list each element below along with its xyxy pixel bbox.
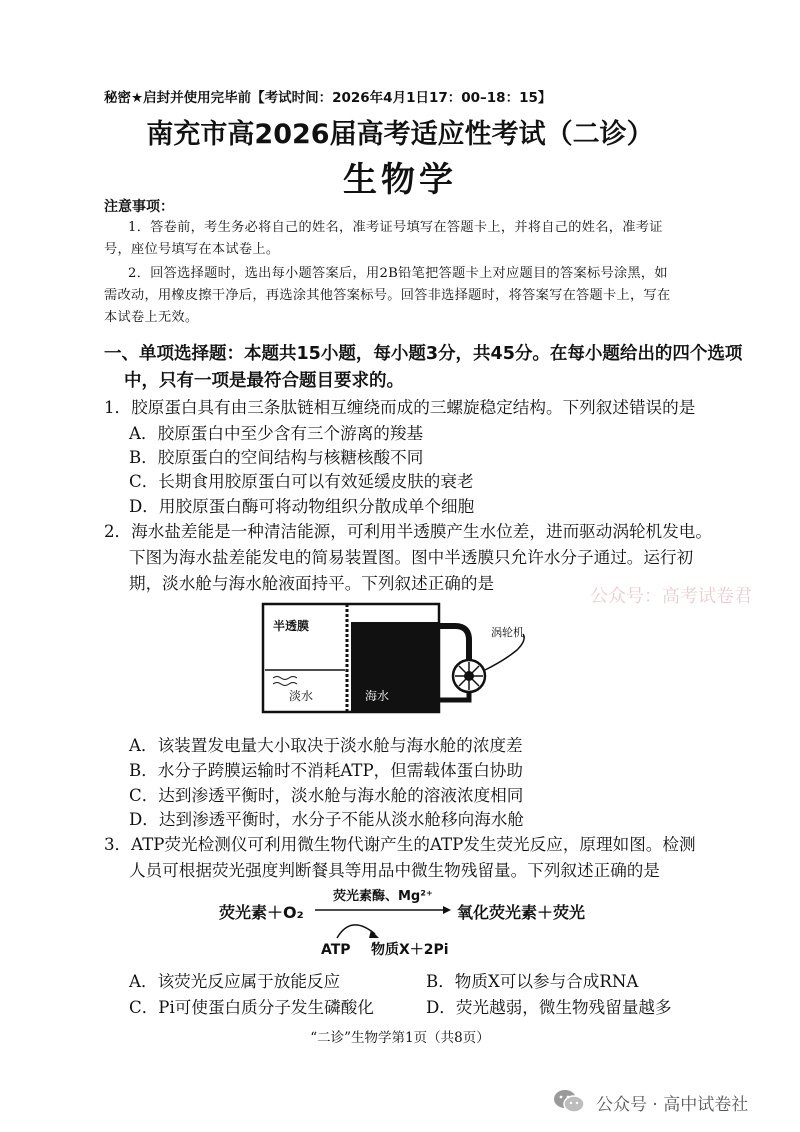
q2-option-c: C．达到渗透平衡时，淡水舱与海水舱的溶液浓度相同 <box>129 786 524 805</box>
notice-line: 1．答卷前，考生务必将自己的姓名，准考证号填写在答题卡上，并将自己的姓名，准考证 <box>128 220 663 235</box>
page-footer: “二诊”生物学第1页（共8页） <box>310 1030 490 1046</box>
sea-water-label: 海水 <box>365 689 390 703</box>
membrane-label: 半透膜 <box>273 619 310 633</box>
q3-option-b: B．物质X可以参与合成RNA <box>426 972 639 991</box>
watermark: 公众号：高考试卷君 <box>590 586 752 607</box>
q2-option-b: B．水分子跨膜运输时不消耗ATP，但需载体蛋白协助 <box>129 761 523 780</box>
enzyme-label: 荧光素酶、Mg²⁺ <box>333 889 433 904</box>
notice-line: 本试卷上无效。 <box>104 310 199 325</box>
turbine-label: 涡轮机 <box>491 626 524 639</box>
q3-option-d: D．荧光越弱，微生物残留量越多 <box>426 998 672 1017</box>
fresh-water-label: 淡水 <box>289 689 314 703</box>
question-2-stem: 2．海水盐差能是一种清洁能源，可利用半透膜产生水位差，进而驱动涡轮机发电。 <box>104 522 712 541</box>
notice-line: 2．回答选择题时，选出每小题答案后，用2B铅笔把答题卡上对应题目的答案标号涂黑，如 <box>128 266 668 281</box>
question-3-stem: 3．ATP荧光检测仪可利用微生物代谢产生的ATP发生荧光反应，原理如图。检测 <box>104 835 696 854</box>
reaction-arrowhead <box>443 906 451 914</box>
exam-title: 南充市高2026届高考适应性考试（二诊） <box>146 119 654 150</box>
question-2-stem-cont: 下图为海水盐差能发电的简易装置图。图中半透膜只允许水分子通过。运行初 <box>129 548 694 567</box>
salinity-power-device-figure <box>255 600 555 720</box>
q3-option-a: A．该荧光反应属于放能反应 <box>129 972 341 991</box>
wechat-icon <box>552 1088 586 1114</box>
atp-coupling-arrow <box>337 925 375 938</box>
return-pipe <box>439 692 469 700</box>
q2-option-d: D．达到渗透平衡时，水分子不能从淡水舱移向海水舱 <box>129 810 524 829</box>
turbine-blades <box>455 662 483 690</box>
notice-line: 需改动，用橡皮擦干净后，再选涂其他答案标号。回答非选择题时，将答案写在答题卡上，写在 <box>104 288 671 303</box>
question-2-stem-cont: 期，淡水舱与海水舱液面持平。下列叙述正确的是 <box>129 574 495 593</box>
atp-luciferase-reaction-figure <box>215 884 595 960</box>
notice-line: 号，座位号填写在本试卷上。 <box>104 242 280 257</box>
substance-x-label: 物质X＋2Pi <box>371 942 449 958</box>
brand-label: 公众号 · 高中试卷社 <box>596 1095 749 1115</box>
wave-mark <box>273 683 297 686</box>
question-3-stem-cont: 人员可根据荧光强度判断餐具等用品中微生物残留量。下列叙述正确的是 <box>129 861 660 880</box>
q1-option-c: C．长期食用胶原蛋白可以有效延缓皮肤的衰老 <box>129 472 474 491</box>
q1-option-a: A．胶原蛋白中至少含有三个游离的羧基 <box>129 424 424 443</box>
wave-mark <box>273 677 297 680</box>
q1-option-d: D．用胶原蛋白酶可将动物组织分散成单个细胞 <box>129 497 475 516</box>
q1-option-b: B．胶原蛋白的空间结构与核糖核酸不同 <box>129 448 424 467</box>
products-label: 氧化荧光素＋荧光 <box>457 903 586 922</box>
q2-option-a: A．该装置发电量大小取决于淡水舱与海水舱的浓度差 <box>129 736 523 755</box>
question-1-stem: 1．胶原蛋白具有由三条肽链相互缠绕而成的三螺旋稳定结构。下列叙述错误的是 <box>104 398 696 417</box>
section-heading-cont: 中，只有一项是最符合题目要求的。 <box>124 371 404 391</box>
notice-heading: 注意事项： <box>104 199 174 215</box>
generator-wire <box>485 634 524 670</box>
subject-title: 生物学 <box>343 160 457 200</box>
outlet-pipe <box>439 626 469 660</box>
q3-option-c: C．Pi可使蛋白质分子发生磷酸化 <box>129 998 374 1017</box>
secret-exam-time-line: 秘密★启封并使用完毕前【考试时间：2026年4月1日17：00–18：15】 <box>104 90 552 106</box>
atp-label: ATP <box>321 942 351 958</box>
section-heading: 一、单项选择题：本题共15小题，每小题3分，共45分。在每小题给出的四个选项 <box>104 344 743 364</box>
reactants-label: 荧光素＋O₂ <box>219 903 304 922</box>
